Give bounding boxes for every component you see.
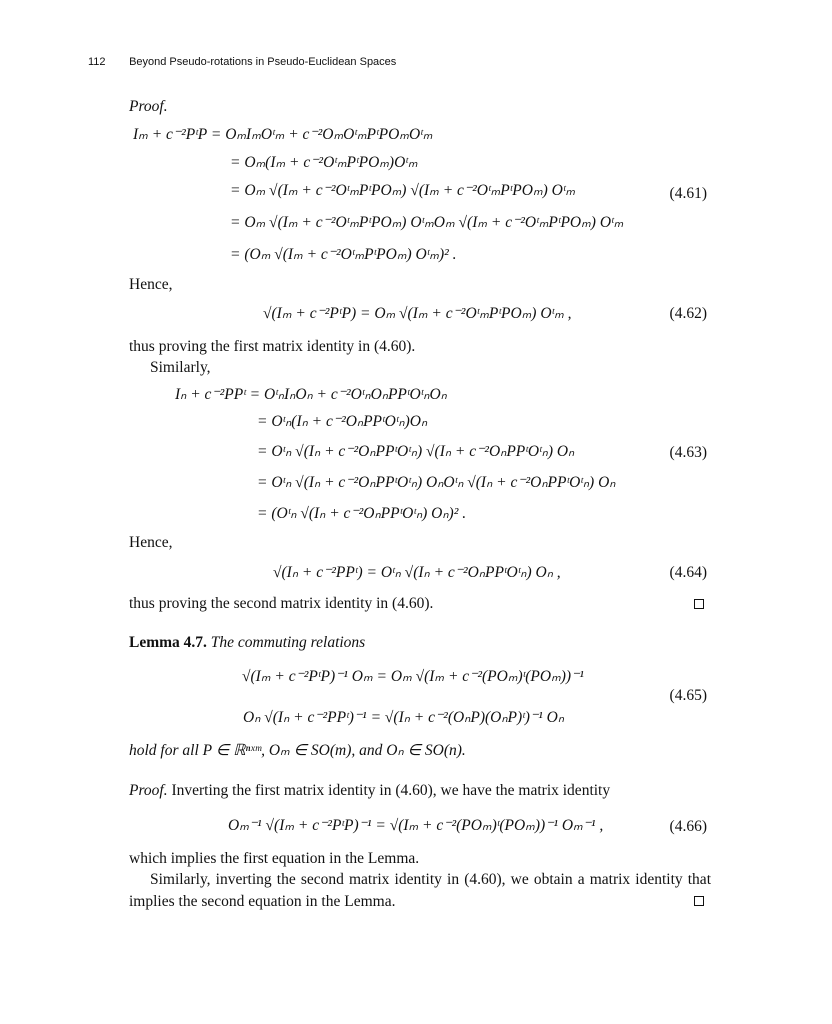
qed-box xyxy=(694,599,704,609)
eq-4-63-row-2: = Oᵗₙ(Iₙ + c⁻²OₙPPᵗOᵗₙ)Oₙ xyxy=(257,413,428,430)
text-second-identity: thus proving the second matrix identity in (4.60). xyxy=(129,595,434,612)
eq-4-65-row-1: √(Iₘ + c⁻²PᵗP)⁻¹ Oₘ = Oₘ √(Iₘ + c⁻²(POₘ)ᵗ(POₘ))⁻¹ xyxy=(242,668,584,685)
eq-4-65-number: (4.65) xyxy=(669,687,707,704)
qed-box-2 xyxy=(694,896,704,906)
eq-4-63-row-5: = (Oᵗₙ √(Iₙ + c⁻²OₙPPᵗOᵗₙ) Oₙ)² . xyxy=(257,505,467,522)
eq-4-61-row-2: = Oₘ(Iₘ + c⁻²OᵗₘPᵗPOₘ)Oᵗₘ xyxy=(230,154,418,171)
text-implies-first: which implies the first equation in the Lemma. xyxy=(129,850,420,867)
text-first-identity: thus proving the first matrix identity in (4.60). xyxy=(129,338,416,355)
text-similarly-2: Similarly, inverting the second matrix identity in (4.60), we obtain a matrix identity that implies the second equation in the Lemma. xyxy=(129,871,711,910)
running-title: Beyond Pseudo-rotations in Pseudo-Euclidean Spaces xyxy=(129,56,397,68)
eq-4-66: Oₘ⁻¹ √(Iₘ + c⁻²PᵗP)⁻¹ = √(Iₘ + c⁻²(POₘ)ᵗ(POₘ))⁻¹ Oₘ⁻¹ , xyxy=(228,817,604,834)
eq-4-61-row-5: = (Oₘ √(Iₘ + c⁻²OᵗₘPᵗPOₘ) Oᵗₘ)² . xyxy=(230,246,457,263)
proof-2-text: Inverting the first matrix identity in (4.60), we have the matrix identity xyxy=(171,782,611,799)
eq-4-63-number: (4.63) xyxy=(669,444,707,461)
proof-label: Proof. xyxy=(129,98,168,115)
hold-text: hold for all P ∈ ℝⁿˣᵐ, Oₘ ∈ SO(m), and Oₙ ∈ SO(n). xyxy=(129,742,466,759)
eq-4-66-number: (4.66) xyxy=(669,818,707,835)
page-number: 112 xyxy=(88,56,106,68)
running-header xyxy=(88,56,748,68)
lemma-statement: The commuting relations xyxy=(210,634,366,651)
proof-2-label: Proof. xyxy=(129,782,168,799)
hence-1: Hence, xyxy=(129,276,173,293)
eq-4-61-row-1: Iₘ + c⁻²PᵗP = OₘIₘOᵗₘ + c⁻²OₘOᵗₘPᵗPOₘOᵗₘ xyxy=(133,126,433,143)
eq-4-63-row-1: Iₙ + c⁻²PPᵗ = OᵗₙIₙOₙ + c⁻²OᵗₙOₙPPᵗOᵗₙOₙ xyxy=(175,386,447,403)
eq-4-62-number: (4.62) xyxy=(669,305,707,322)
proof-2-paragraph xyxy=(129,780,729,802)
eq-4-62: √(Iₘ + c⁻²PᵗP) = Oₘ √(Iₘ + c⁻²OᵗₘPᵗPOₘ) Oᵗₘ , xyxy=(263,305,572,322)
eq-4-61-row-4: = Oₘ √(Iₘ + c⁻²OᵗₘPᵗPOₘ) OᵗₘOₘ √(Iₘ + c⁻²OᵗₘPᵗPOₘ) Oᵗₘ xyxy=(230,214,624,231)
lemma-heading xyxy=(129,632,709,654)
eq-4-64: √(Iₙ + c⁻²PPᵗ) = Oᵗₙ √(Iₙ + c⁻²OₙPPᵗOᵗₙ) Oₙ , xyxy=(273,564,561,581)
lemma-label: Lemma 4.7. xyxy=(129,634,207,651)
eq-4-63-row-4: = Oᵗₙ √(Iₙ + c⁻²OₙPPᵗOᵗₙ) OₙOᵗₙ √(Iₙ + c⁻²OₙPPᵗOᵗₙ) Oₙ xyxy=(257,474,616,491)
eq-4-65-row-2: Oₙ √(Iₙ + c⁻²PPᵗ)⁻¹ = √(Iₙ + c⁻²(OₙP)(OₙP)ᵗ)⁻¹ Oₙ xyxy=(243,709,564,726)
eq-4-63-row-3: = Oᵗₙ √(Iₙ + c⁻²OₙPPᵗOᵗₙ) √(Iₙ + c⁻²OₙPPᵗOᵗₙ) Oₙ xyxy=(257,443,575,460)
eq-4-64-number: (4.64) xyxy=(669,564,707,581)
hence-2: Hence, xyxy=(129,534,173,551)
eq-4-61-row-3: = Oₘ √(Iₘ + c⁻²OᵗₘPᵗPOₘ) √(Iₘ + c⁻²OᵗₘPᵗPOₘ) Oᵗₘ xyxy=(230,182,576,199)
eq-4-61-number: (4.61) xyxy=(669,185,707,202)
similarly-1: Similarly, xyxy=(150,359,211,376)
